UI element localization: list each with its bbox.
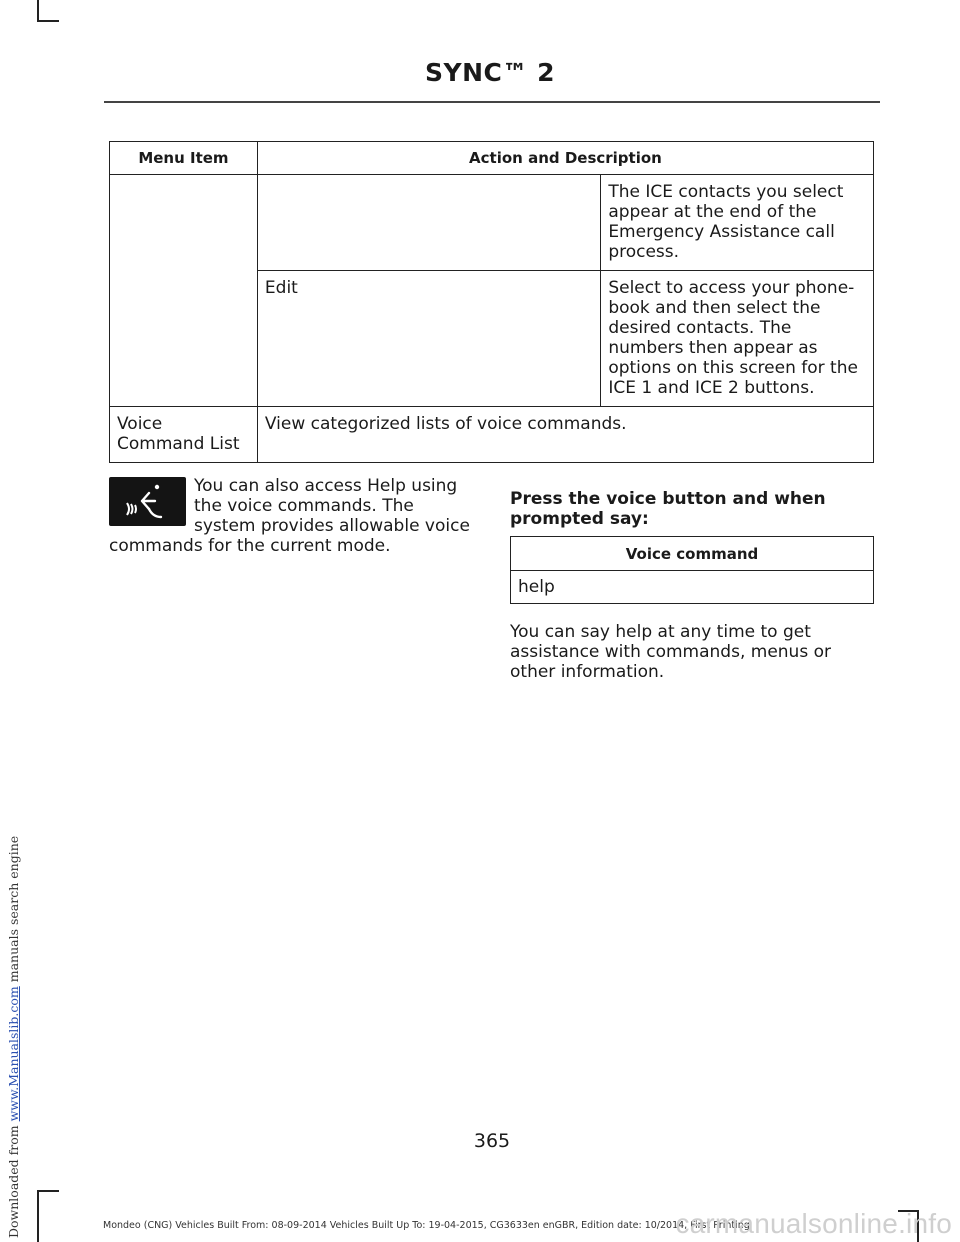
table-row xyxy=(110,175,874,271)
voice-instruction-heading: Press the voice button and when prompted say: xyxy=(510,489,826,529)
table-header-action: Action and Description xyxy=(257,142,873,175)
table-cell-desc: Select to access your phone-book and then select the desired contacts. The numbers then appear as options on this screen for the ICE 1 and ICE 2 buttons. xyxy=(601,271,874,407)
side-download-text: Downloaded from www.Manualslib.com manuals search engine xyxy=(6,835,21,1238)
table-cell-desc: View categorized lists of voice commands. xyxy=(257,407,873,463)
page-number: 365 xyxy=(473,1130,511,1152)
table-header-row xyxy=(110,142,874,175)
table-cell-sub: Edit xyxy=(257,271,600,407)
table-row xyxy=(511,571,874,604)
icon-spacer xyxy=(109,476,194,528)
crop-mark-top-left-v xyxy=(37,0,39,22)
table-cell-sub xyxy=(257,175,600,271)
table-row xyxy=(110,407,874,463)
crop-mark-bottom-left-v xyxy=(37,1190,39,1242)
watermark: carmanualsonline.info xyxy=(675,1208,952,1239)
voice-command-table xyxy=(510,536,874,604)
crop-mark-bottom-left-h xyxy=(37,1190,59,1192)
table-cell-menu xyxy=(110,175,258,407)
crop-mark-top-left-h xyxy=(37,20,59,22)
help-info-paragraph: You can say help at any time to get assistance with commands, menus or other information. xyxy=(510,622,831,682)
table-header-voice-command: Voice command xyxy=(511,537,874,571)
table-header-row xyxy=(511,537,874,571)
header-rule xyxy=(104,101,880,103)
page-title: SYNC™ 2 xyxy=(425,58,555,87)
table-cell-menu: Voice Command List xyxy=(110,407,258,463)
footer-text: Mondeo (CNG) Vehicles Built From: 08-09-2014 Vehicles Built Up To: 19-04-2015, CG3633en enGBR, Edition date: 10/2014, First Printing xyxy=(103,1220,750,1231)
help-paragraph: You can also access Help using the voice commands. The system provides allowable voice commands for the current mode. xyxy=(109,476,470,556)
menu-item-table xyxy=(109,141,874,463)
voice-command-help: help xyxy=(511,571,874,604)
table-cell-desc: The ICE contacts you select appear at the end of the Emergency Assistance call process. xyxy=(601,175,874,271)
manualslib-link[interactable]: www.Manualslib.com xyxy=(6,986,21,1122)
table-header-menu-item: Menu Item xyxy=(110,142,258,175)
